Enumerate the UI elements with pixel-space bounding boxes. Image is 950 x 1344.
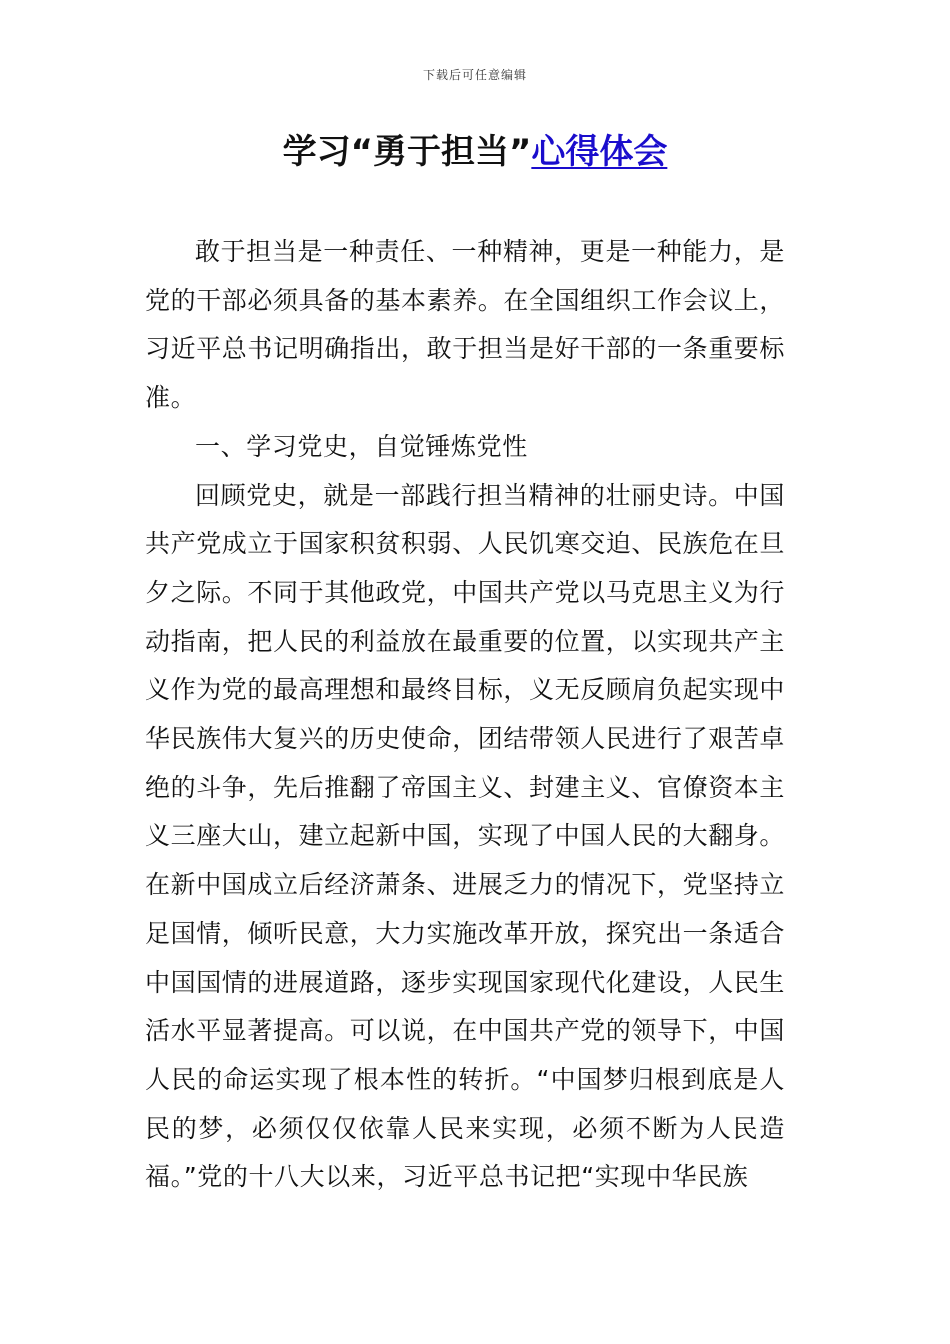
paragraph-intro: 敢于担当是一种责任、一种精神，更是一种能力，是党的干部必须具备的基本素养。在全国组织工作会议上，习近平总书记明确指出，敢于担当是好干部的一条重要标准。 xyxy=(145,237,786,413)
document-title xyxy=(0,128,950,176)
body-text xyxy=(145,228,785,1202)
header-note: 下载后可任意编辑 xyxy=(422,68,527,82)
paragraph-history: 回顾党史，就是一部践行担当精神的壮丽史诗。中国共产党成立于国家积贫积弱、人民饥寒交迫、民族危在旦夕之际。不同于其他政党，中国共产党以马克思主义为行动指南，把人民的利益放在最重要的位置，以实现共产主义作为党的最高理想和最终目标，义无反顾肩负起实现中华民族伟大复兴的历史使命，团结带领人民进行了艰苦卓绝的斗争，先后推翻了帝国主义、封建主义、官僚资本主义三座大山，建立起新中国，实现了中国人民的大翻身。在新中国成立后经济萧条、进展乏力的情况下，党坚持立足国情，倾听民意，大力实施改革开放，探究出一条适合中国国情的进展道路，逐步实现国家现代化建设，人民生活水平显著提高。可以说，在中国共产党的领导下，中国人民的命运实现了根本性的转折。“中国梦归根到底是人民的梦，必须仅仅依靠人民来实现，必须不断为人民造福。”党的十八大以来，习近平总书记把“实现中华民族 xyxy=(145,480,786,1192)
section-heading: 一、学习党史，自觉锤炼党性 xyxy=(195,431,528,461)
title-main: 学习“勇于担当” xyxy=(282,132,532,172)
title-link[interactable]: 心得体会 xyxy=(531,132,668,172)
